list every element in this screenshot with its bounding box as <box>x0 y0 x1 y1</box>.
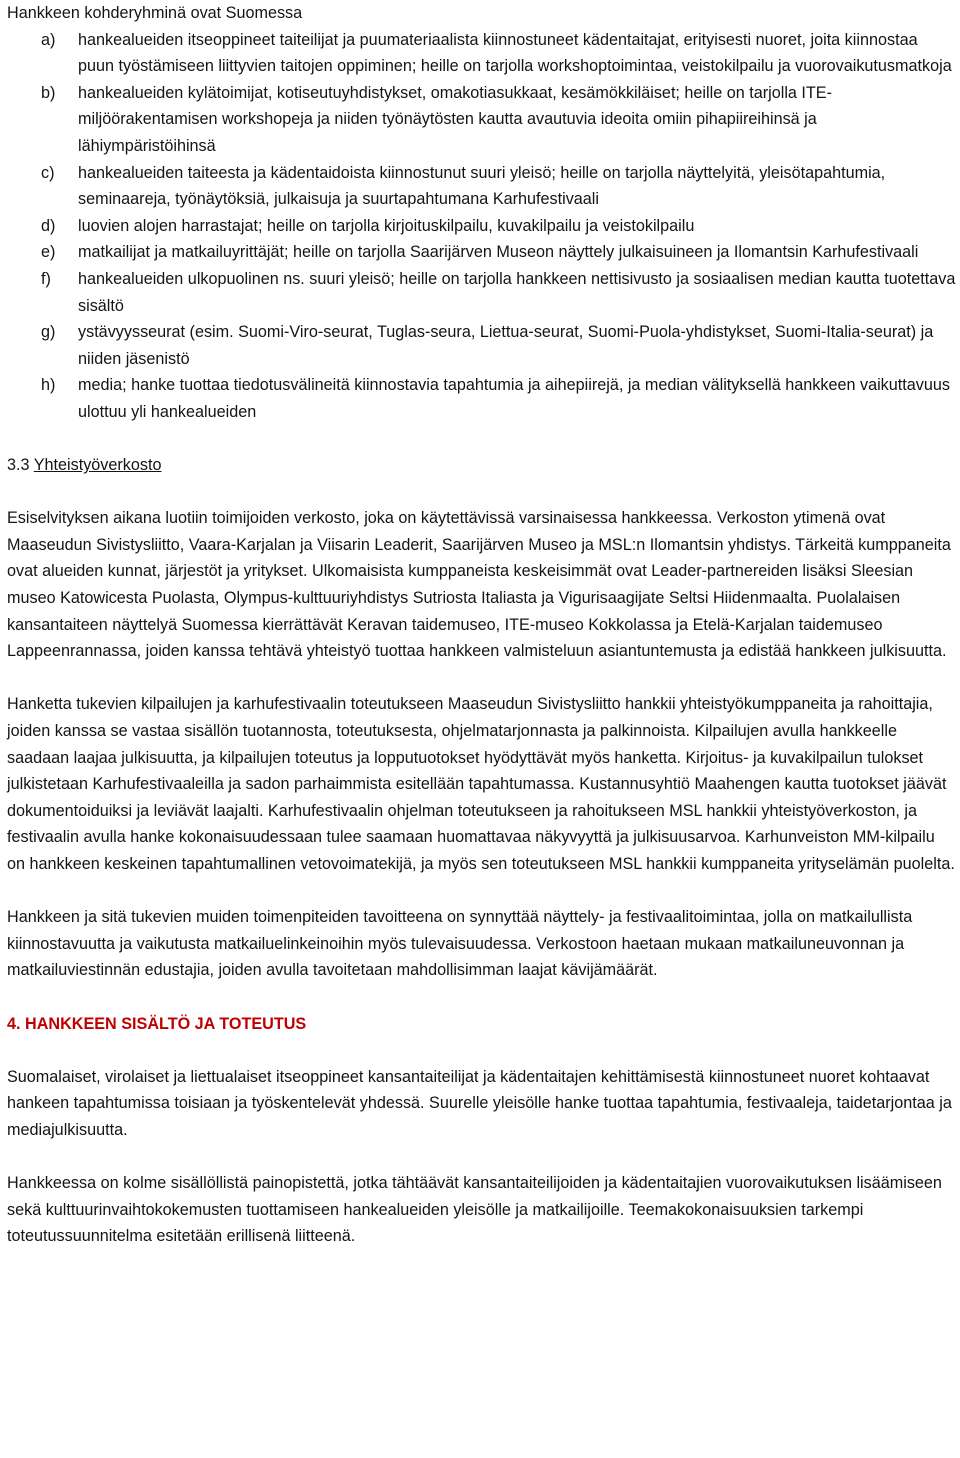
paragraph: Hankkeessa on kolme sisällöllistä painopistettä, jotka tähtäävät kansantaiteilijoiden ja kädentaitajien vuorovaikutuksen lisäämiseen sekä kulttuurinvaihtokokemusten tuottamiseen hankealueiden yleisölle ja matkailijoille. Teemakokonaisuuksien tarkempi toteutussuunnitelma esitetään erillisenä liitteenä. <box>7 1174 942 1246</box>
list-item <box>7 80 957 160</box>
list-marker: a) <box>41 30 56 49</box>
section-heading-3-3 <box>7 452 957 479</box>
list-item-text: hankealueiden itseoppineet taiteilijat ja puumateriaalista kiinnostuneet kädentaitajat, erityisesti nuoret, joita kiinnostaa puun työstämiseen liittyvien taitojen oppiminen; heille on tarjolla workshoptoimintaa, veistokilpailu ja vuorovaikutusmatkoja <box>78 30 952 76</box>
list-marker: e) <box>41 243 56 262</box>
list-item <box>7 160 957 213</box>
document-page <box>7 0 957 1250</box>
list-item-text: matkailijat ja matkailuyrittäjät; heille on tarjolla Saarijärven Museon näyttely julkaisuineen ja Ilomantsin Karhufestivaali <box>78 243 919 262</box>
paragraph: Suomalaiset, virolaiset ja liettualaiset itseoppineet kansantaiteilijat ja kädentaitajen kehittämisestä kiinnostuneet nuoret kohtaavat hankeen tapahtumissa toisiaan ja työskentelevät yhdessä. Suurelle yleisölle hanke tuottaa tapahtumia, festivaaleja, taidetarjontaa ja mediajulkisuutta. <box>7 1067 952 1139</box>
list-item-text: hankealueiden taiteesta ja kädentaidoista kiinnostunut suuri yleisö; heille on tarjolla näyttelyitä, yleisötapahtumia, seminaareja, työnäytöksiä, julkaisuja ja suurtapahtumana Karhufestivaali <box>78 163 886 209</box>
target-groups-intro: Hankkeen kohderyhminä ovat Suomessa <box>7 4 303 22</box>
section-number: 3.3 <box>7 456 34 475</box>
list-item-text: luovien alojen harrastajat; heille on tarjolla kirjoituskilpailu, kuvakilpailu ja veistokilpailu <box>78 216 695 235</box>
list-marker: b) <box>41 83 56 102</box>
list-item <box>7 213 957 240</box>
section-title: Yhteistyöverkosto <box>33 456 162 475</box>
list-item-text: ystävyysseurat (esim. Suomi-Viro-seurat, Tuglas-seura, Liettua-seurat, Suomi-Puola-yhdistykset, Suomi-Italia-seurat) ja niiden jäsenistö <box>78 323 934 368</box>
list-item <box>7 266 957 319</box>
paragraph: Hanketta tukevien kilpailujen ja karhufestivaalin toteutukseen Maaseudun Sivistysliitto hankkii yhteistyökumppaneita ja rahoittajia, joiden kanssa se vastaa sisällön tuotannosta, toteutuksesta, ohjelmatarjonnasta ja palkinnoista. Kilpailujen avulla hankkeelle saadaan laajaa julkisuutta, ja kilpailujen toteutus ja lopputuotokset hyödyttävät myös hanketta. Kirjoitus- ja kuvakilpailun tulokset julkistetaan Karhufestivaaleilla ja sadon parhaimmista esitellään tapahtumassa. Kustannusyhtiö Maahengen kautta tuotokset jäävät dokumentoiduiksi ja leviävät laajalti. Karhufestivaalin ohjelman toteutukseen ja rahoitukseen MSL hankkii yhteistyöverkoston, ja festivaalin avulla hanke kokonaisuudessaan tulee saamaan huomattavaa näkyvyyttä ja julkisuusarvoa. Karhunveiston MM-kilpailu on hankkeen keskeinen tapahtumallinen vetovoimatekijä, ja myös sen toteutukseen MSL hankkii kumppaneita yrityselämän puolelta. <box>7 695 955 873</box>
list-marker: c) <box>41 163 55 182</box>
paragraph: Hankkeen ja sitä tukevien muiden toimenpiteiden tavoitteena on synnyttää näyttely- ja festivaalitoimintaa, jolla on matkailullista kiinnostavuutta ja vaikutusta matkailuelinkeinoihin myös tulevaisuudessa. Verkostoon haetaan mukaan matkailuneuvonnan ja matkailuviestinnän edustajia, joiden avulla tavoitetaan mahdollisimman laajat kävijämäärät. <box>7 908 913 980</box>
list-item <box>7 239 957 266</box>
list-item-text: hankealueiden kylätoimijat, kotiseutuyhdistykset, omakotiasukkaat, kesämökkiläiset; heille on tarjolla ITE-miljöörakentamisen workshopeja ja niiden työnäytösten kautta avautuvia ideoita omiin pihapiireihinsä ja lähiympäristöihinsä <box>78 83 832 155</box>
list-item-text: media; hanke tuottaa tiedotusvälineitä kiinnostavia tapahtumia ja aihepiirejä, ja median välityksellä hankkeen vaikuttavuus ulottuu yli hankealueiden <box>78 376 950 421</box>
paragraph: Esiselvityksen aikana luotiin toimijoiden verkosto, joka on käytettävissä varsinaisessa hankkeessa. Verkoston ytimenä ovat Maaseudun Sivistysliitto, Vaara-Karjalan ja Viisarin Leaderit, Saarijärven Museo ja MSL:n Ilomantsin yhdistys. Tärkeitä kumppaneita ovat alueiden kunnat, järjestöt ja yritykset. Ulkomaisista kumppaneista keskeisimmät ovat Leader-partnereiden lisäksi Sleesian museo Katowicesta Puolasta, Olympus-kulttuuriyhdistys Sutriosta Italiasta ja Vigurisaagijate Seltsi Hiidenmaalta. Puolalaisen kansantaiteen näyttelyä Suomessa kierrättävät Keravan taidemuseo, ITE-museo Kokkolassa ja Etelä-Karjalan taidemuseo Lappeenrannassa, joiden kanssa tehtävä yhteistyö tuottaa hankkeen valmisteluun asiantuntemusta ja edistää hankkeen julkisuutta. <box>7 509 951 661</box>
list-marker: h) <box>41 376 56 395</box>
target-groups-list <box>7 27 957 426</box>
list-item <box>7 372 957 425</box>
list-item <box>7 27 957 80</box>
list-item <box>7 319 957 372</box>
list-item-text: hankealueiden ulkopuolinen ns. suuri yleisö; heille on tarjolla hankkeen nettisivusto ja sosiaalisen median kautta tuotettava sisältö <box>78 269 956 315</box>
section-heading-4: 4. HANKKEEN SISÄLTÖ JA TOTEUTUS <box>7 1014 307 1033</box>
list-marker: d) <box>41 216 56 235</box>
list-marker: g) <box>41 323 56 342</box>
list-marker: f) <box>41 269 51 288</box>
